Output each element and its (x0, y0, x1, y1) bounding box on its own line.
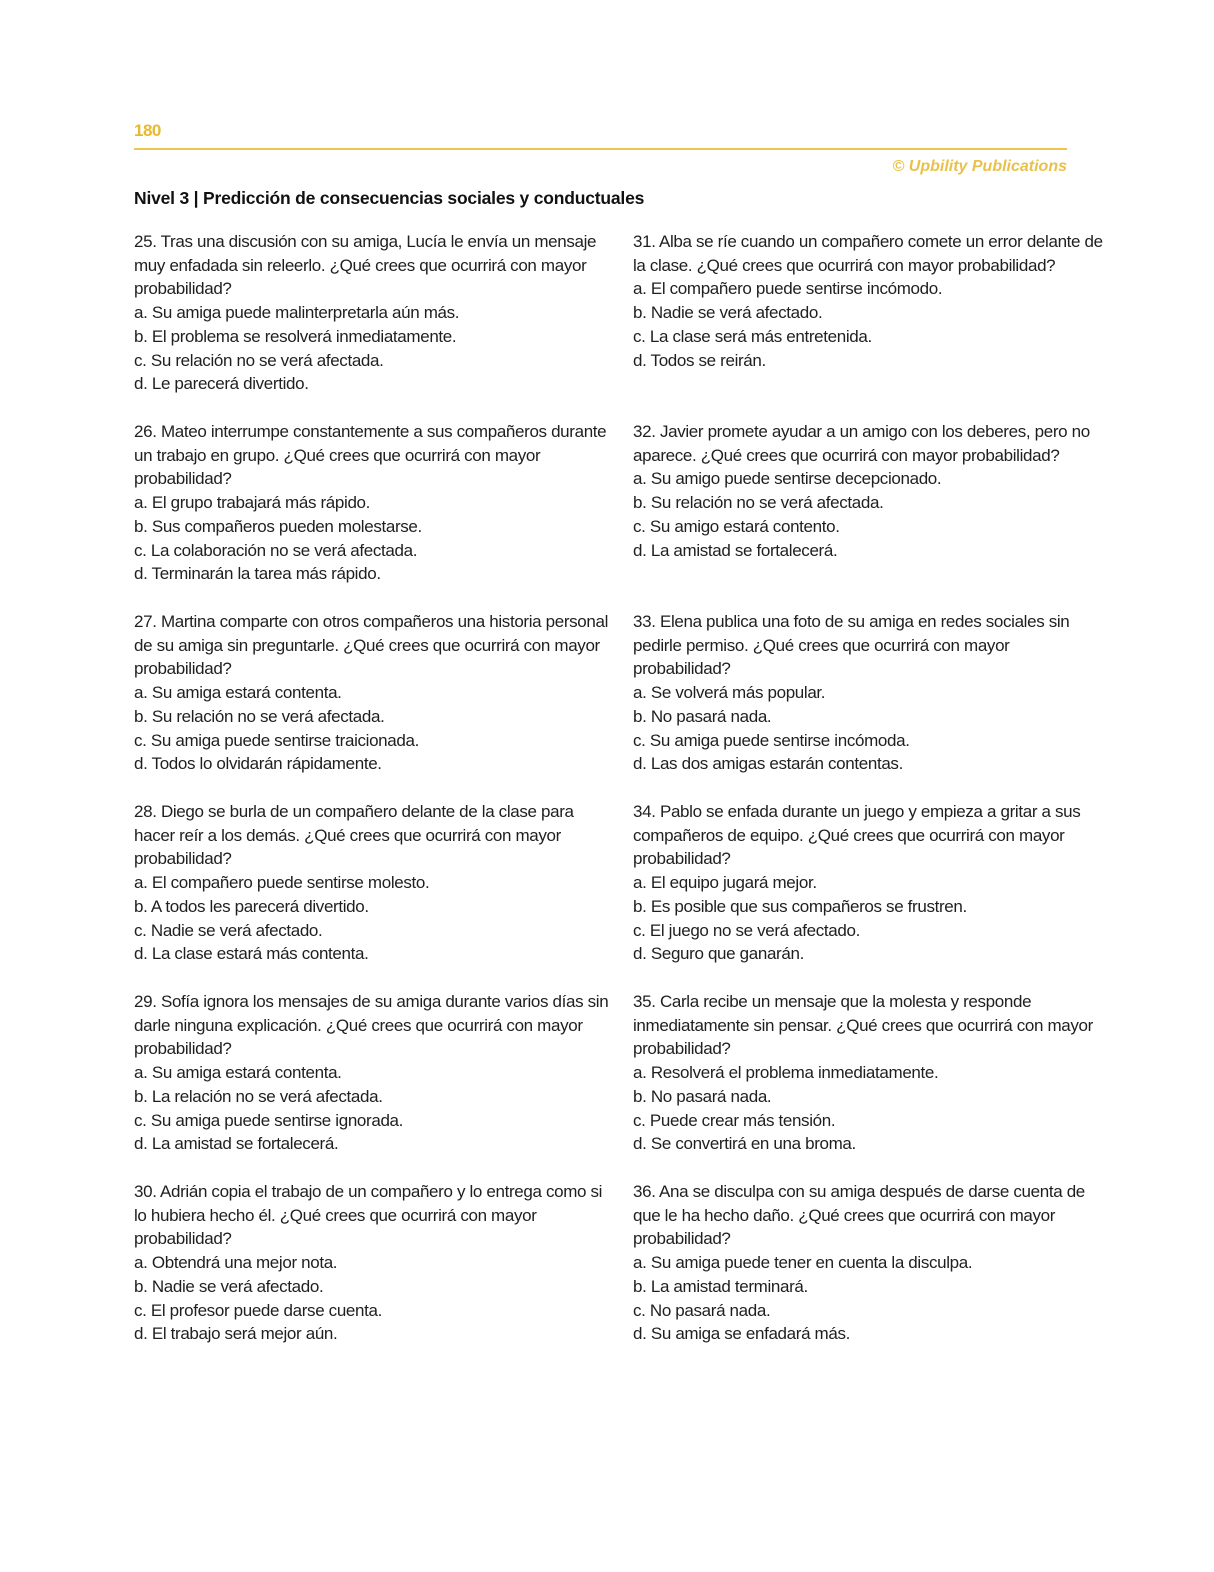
question-text: 30. Adrián copia el trabajo de un compañero y lo entrega como si lo hubiera hecho él. ¿Qué crees que ocurrirá con mayor probabilidad? (134, 1182, 603, 1249)
option-b: b. No pasará nada. (633, 706, 772, 726)
option-d: d. Todos lo olvidarán rápidamente. (134, 754, 382, 774)
option-b: b. El problema se resolverá inmediatamente. (134, 326, 457, 346)
option-c: c. El juego no se verá afectado. (633, 920, 860, 940)
option-c: c. Nadie se verá afectado. (134, 920, 323, 940)
option-b: b. Nadie se verá afectado. (134, 1276, 324, 1296)
question-30 (134, 1180, 609, 1370)
option-a: a. El grupo trabajará más rápido. (134, 493, 371, 513)
option-a: a. Resolverá el problema inmediatamente. (633, 1063, 939, 1083)
option-c: c. Su amiga puede sentirse incómoda. (633, 730, 910, 750)
option-b: b. Su relación no se verá afectada. (134, 706, 385, 726)
option-d: d. Seguro que ganarán. (633, 944, 804, 964)
question-text: 29. Sofía ignora los mensajes de su amiga durante varios días sin darle ninguna explicación. ¿Qué crees que ocurrirá con mayor probabilidad? (134, 992, 609, 1059)
option-c: c. Su amiga puede sentirse traicionada. (134, 730, 419, 750)
question-34 (633, 800, 1108, 990)
question-33 (633, 610, 1108, 800)
option-d: d. Su amiga se enfadará más. (633, 1324, 850, 1344)
option-b: b. Sus compañeros pueden molestarse. (134, 516, 422, 536)
question-text: 26. Mateo interrumpe constantemente a sus compañeros durante un trabajo en grupo. ¿Qué crees que ocurrirá con mayor probabilidad? (134, 422, 607, 489)
question-column-left (134, 230, 609, 1370)
question-text: 36. Ana se disculpa con su amiga después de darse cuenta de que le ha hecho daño. ¿Qué crees que ocurrirá con mayor probabilidad? (633, 1182, 1085, 1249)
option-c: c. Su amiga puede sentirse ignorada. (134, 1110, 404, 1130)
option-d: d. Todos se reirán. (633, 350, 766, 370)
option-c: c. La clase será más entretenida. (633, 326, 872, 346)
option-d: d. Terminarán la tarea más rápido. (134, 564, 381, 584)
question-text: 31. Alba se ríe cuando un compañero comete un error delante de la clase. ¿Qué crees que ocurrirá con mayor probabilidad? (633, 232, 1103, 275)
option-c: c. Su amigo estará contento. (633, 516, 840, 536)
option-c: c. Puede crear más tensión. (633, 1110, 836, 1130)
question-27 (134, 610, 609, 800)
question-column-right (633, 230, 1108, 1370)
option-a: a. El compañero puede sentirse incómodo. (633, 279, 943, 299)
question-28 (134, 800, 609, 990)
option-a: a. Se volverá más popular. (633, 683, 826, 703)
option-b: b. La relación no se verá afectada. (134, 1086, 383, 1106)
option-d: d. La clase estará más contenta. (134, 944, 369, 964)
option-c: c. No pasará nada. (633, 1300, 771, 1320)
header-divider (134, 148, 1067, 150)
option-a: a. Su amiga estará contenta. (134, 1063, 342, 1083)
option-d: d. El trabajo será mejor aún. (134, 1324, 338, 1344)
question-text: 32. Javier promete ayudar a un amigo con los deberes, pero no aparece. ¿Qué crees que ocurrirá con mayor probabilidad? (633, 422, 1090, 465)
question-25 (134, 230, 609, 420)
option-a: a. El compañero puede sentirse molesto. (134, 873, 430, 893)
question-text: 35. Carla recibe un mensaje que la molesta y responde inmediatamente sin pensar. ¿Qué crees que ocurrirá con mayor probabilidad? (633, 992, 1093, 1059)
question-31 (633, 230, 1108, 420)
question-35 (633, 990, 1108, 1180)
option-a: a. Su amiga estará contenta. (134, 683, 342, 703)
option-d: d. Las dos amigas estarán contentas. (633, 754, 903, 774)
question-text: 27. Martina comparte con otros compañeros una historia personal de su amiga sin preguntarle. ¿Qué crees que ocurrirá con mayor probabilidad? (134, 612, 609, 679)
option-b: b. No pasará nada. (633, 1086, 772, 1106)
question-text: 34. Pablo se enfada durante un juego y empieza a gritar a sus compañeros de equipo. ¿Qué crees que ocurrirá con mayor probabilidad? (633, 802, 1081, 869)
option-a: a. Su amiga puede malinterpretarla aún más. (134, 303, 460, 323)
option-a: a. Su amigo puede sentirse decepcionado. (633, 469, 942, 489)
option-b: b. La amistad terminará. (633, 1276, 808, 1296)
question-text: 33. Elena publica una foto de su amiga en redes sociales sin pedirle permiso. ¿Qué crees que ocurrirá con mayor probabilidad? (633, 612, 1070, 679)
copyright-notice: © Upbility Publications (892, 158, 1067, 175)
option-c: c. Su relación no se verá afectada. (134, 350, 384, 370)
section-title: Nivel 3 | Predicción de consecuencias sociales y conductuales (134, 188, 645, 208)
option-d: d. La amistad se fortalecerá. (134, 1134, 339, 1154)
option-c: c. El profesor puede darse cuenta. (134, 1300, 382, 1320)
question-36 (633, 1180, 1108, 1370)
option-d: d. Le parecerá divertido. (134, 374, 309, 394)
option-b: b. Es posible que sus compañeros se frustren. (633, 896, 967, 916)
option-a: a. Su amiga puede tener en cuenta la disculpa. (633, 1253, 973, 1273)
option-b: b. Su relación no se verá afectada. (633, 493, 884, 513)
question-26 (134, 420, 609, 610)
option-a: a. Obtendrá una mejor nota. (134, 1253, 338, 1273)
question-32 (633, 420, 1108, 610)
option-b: b. Nadie se verá afectado. (633, 303, 823, 323)
question-text: 28. Diego se burla de un compañero delante de la clase para hacer reír a los demás. ¿Qué crees que ocurrirá con mayor probabilidad? (134, 802, 574, 869)
question-text: 25. Tras una discusión con su amiga, Lucía le envía un mensaje muy enfadada sin releerlo. ¿Qué crees que ocurrirá con mayor probabilidad? (134, 232, 597, 299)
option-c: c. La colaboración no se verá afectada. (134, 540, 418, 560)
question-29 (134, 990, 609, 1180)
option-a: a. El equipo jugará mejor. (633, 873, 817, 893)
option-b: b. A todos les parecerá divertido. (134, 896, 369, 916)
option-d: d. La amistad se fortalecerá. (633, 540, 838, 560)
option-d: d. Se convertirá en una broma. (633, 1134, 856, 1154)
page-number: 180 (134, 121, 161, 140)
